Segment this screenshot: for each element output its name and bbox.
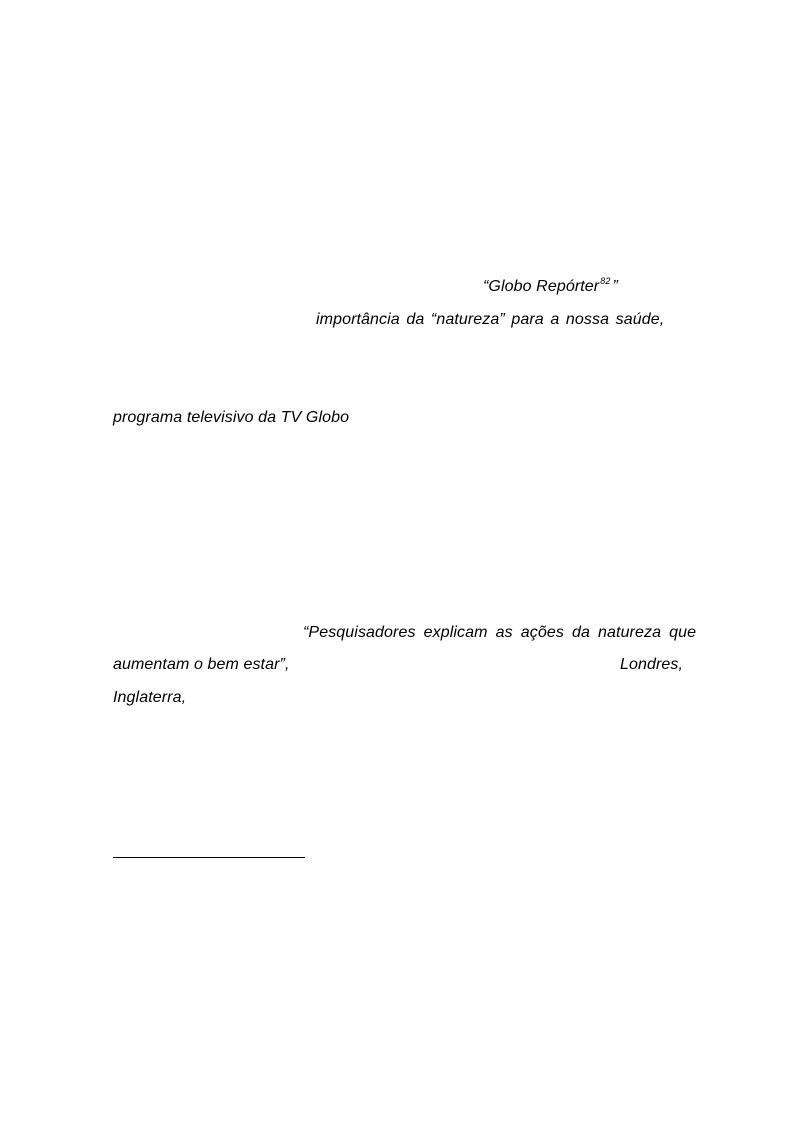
footnote-separator <box>113 857 305 858</box>
location-england: Inglaterra, <box>113 689 187 706</box>
researchers-quote-line-2: aumentam o bem estar”, <box>113 656 290 673</box>
location-london: Londres, <box>620 656 684 673</box>
globo-reporter-quote: “Globo Repórter <box>483 278 600 295</box>
researchers-quote-line-1: “Pesquisadores explicam as ações da natureza que <box>303 624 697 641</box>
tv-program-phrase: programa televisivo da TV Globo <box>113 409 350 426</box>
globo-reporter-title <box>483 277 618 298</box>
importance-phrase: importância da “natureza” para a nossa saúde, <box>316 311 665 328</box>
globo-reporter-close-quote: ” <box>612 278 618 295</box>
footnote-reference: 82 <box>600 276 611 286</box>
